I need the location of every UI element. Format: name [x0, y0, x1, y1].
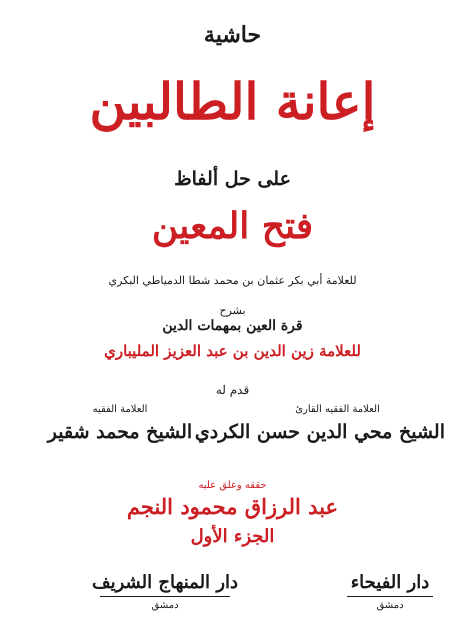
- publisher-left-divider: [100, 596, 230, 597]
- publisher-right-city: دمشق: [376, 600, 404, 611]
- volume-label: الجزء الأول: [190, 526, 275, 547]
- presenter-right-name: الشيخ محي الدين حسن الكردي: [194, 421, 445, 443]
- presenter-left: [20, 404, 220, 443]
- presenter-left-name: الشيخ محمد شقير: [47, 421, 193, 443]
- hashiya-heading: حاشية: [203, 22, 262, 48]
- editors-intro: حققه وعلق عليه: [198, 480, 267, 491]
- main-title: إعانة الطالبين: [89, 72, 376, 131]
- editor-name: عبد الرزاق محمود النجم: [126, 494, 339, 519]
- presenter-right-title: العلامة الفقيه القارئ: [295, 404, 380, 415]
- publisher-left-city: دمشق: [151, 600, 179, 611]
- qaddama-label: قدم له: [215, 383, 250, 397]
- publisher-left-name: دار المنهاج الشريف: [91, 572, 239, 593]
- presenter-right: [194, 404, 445, 443]
- publisher-right-divider: [347, 596, 433, 597]
- fath-al-muin-title: فتح المعين: [151, 205, 314, 247]
- publisher-left: [90, 572, 240, 611]
- author-line-2: للعلامة زين الدين بن عبد العزيز المليباري: [104, 342, 361, 360]
- qurrat-al-ayn-title: قرة العين بمهمات الدين: [162, 318, 303, 334]
- publisher-right-name: دار الفيحاء: [350, 572, 430, 593]
- author-line-1: للعلامة أبي بكر عثمان بن محمد شطا الدمياطي البكري: [108, 274, 357, 287]
- ala-hall-line: على حل ألفاظ: [174, 168, 291, 190]
- bisharh-label: بشرح: [219, 304, 246, 317]
- publisher-right: [330, 572, 450, 611]
- presenter-left-title: العلامة الفقيه: [92, 404, 148, 415]
